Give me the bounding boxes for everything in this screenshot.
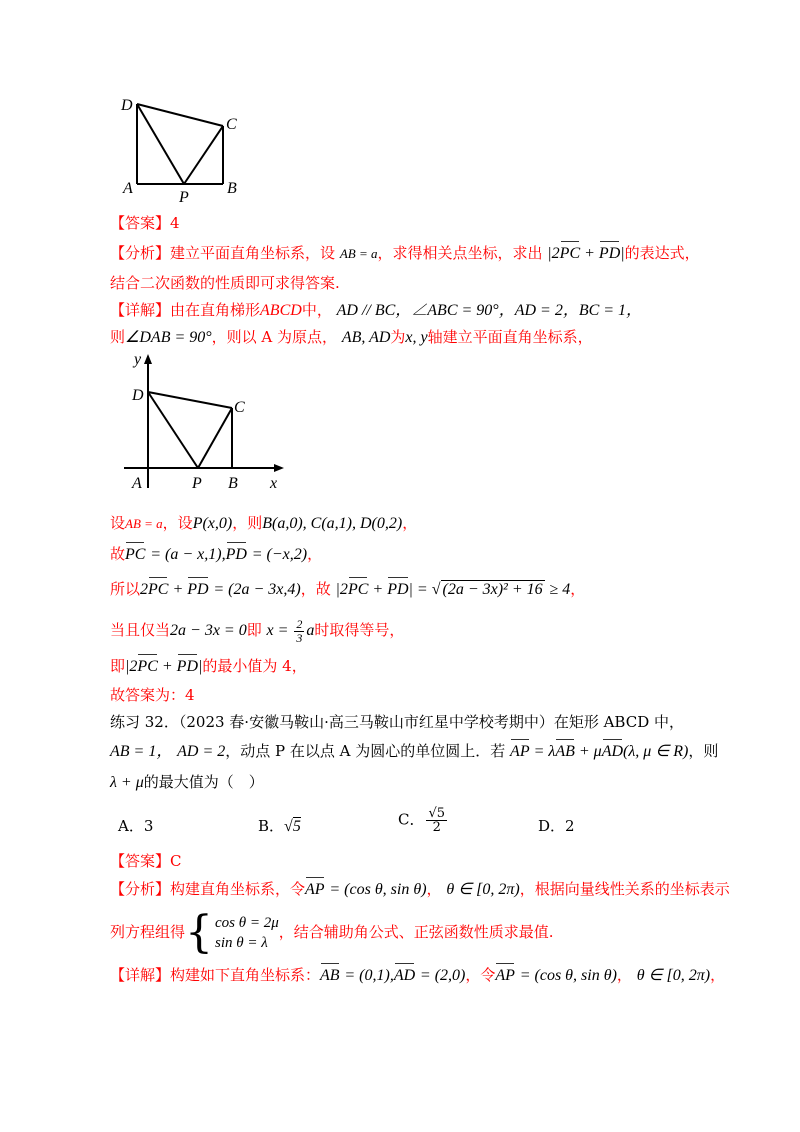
math: ≥ 4 xyxy=(549,581,571,598)
text: 时取得等号， xyxy=(314,621,405,640)
equation: sin θ = λ xyxy=(215,935,268,951)
text: 构建直角坐标系，令 xyxy=(170,880,306,898)
math: 2PC + PD xyxy=(140,581,209,598)
detail1-line4 xyxy=(110,543,322,566)
math: |2PC + PD| xyxy=(547,245,624,262)
text: ，结合辅助角公式、正弦函数性质求最值. xyxy=(278,923,554,941)
math: AP xyxy=(305,881,325,898)
equation-system: { cos θ = 2μ sin θ = λ xyxy=(185,907,279,958)
text: 为 xyxy=(390,328,406,346)
option-d: D．2 xyxy=(538,817,575,835)
fig2-label-a: A xyxy=(132,475,142,492)
text: 即 xyxy=(110,657,126,675)
math: AB xyxy=(320,967,340,984)
answer-value: C xyxy=(170,852,182,870)
analysis1-line1 xyxy=(110,242,700,265)
text: 所以 xyxy=(110,580,141,598)
answer-tag: 【答案】 xyxy=(110,852,171,870)
math: θ ∈ [0, 2π) xyxy=(636,967,711,984)
analysis2-line1 xyxy=(110,878,730,901)
option-label: B． xyxy=(258,817,285,835)
answer-value: 4 xyxy=(170,214,180,232)
text: 即 xyxy=(246,621,262,640)
text: ，设 xyxy=(162,514,193,532)
exercise-line1: 练习 32．（2023 春·安徽马鞍山·高三马鞍山市红星中学校考期中）在矩形 ABCD 中， xyxy=(110,713,685,731)
math: |2PC + PD| xyxy=(125,658,202,675)
text: 设 xyxy=(110,514,126,532)
math: = (2a − 3x,4) xyxy=(213,581,301,598)
fig1-label-b: B xyxy=(227,180,237,197)
text: 列方程组得 xyxy=(110,923,186,941)
detail2-line1 xyxy=(110,964,725,987)
answer-tag: 【答案】 xyxy=(110,214,171,232)
text: ， xyxy=(616,966,632,984)
text: 中， xyxy=(301,301,332,319)
text: ，求得相关点坐标，求出 xyxy=(377,244,543,262)
option-c xyxy=(398,807,449,834)
trapezoid-figure xyxy=(115,92,250,204)
fig1-label-c: C xyxy=(226,116,237,133)
text: ，则 xyxy=(232,514,263,532)
analysis-tag: 【分析】 xyxy=(110,244,171,262)
detail-tag: 【详解】 xyxy=(110,301,171,319)
x-axis-arrow xyxy=(274,464,284,472)
text: ， xyxy=(710,966,726,984)
analysis-tag: 【分析】 xyxy=(110,880,171,898)
detail1-line2 xyxy=(110,326,593,349)
text: ， xyxy=(570,580,586,598)
math: ∠DAB = 90° xyxy=(125,329,212,346)
equation: cos θ = 2μ xyxy=(215,915,279,931)
y-axis-arrow xyxy=(144,354,152,364)
math: = (2,0) xyxy=(419,967,466,984)
option-a: A．3 xyxy=(118,817,154,835)
detail1-line8: 故答案为：4 xyxy=(110,686,195,704)
math: θ ∈ [0, 2π) xyxy=(446,881,520,898)
math: $\frac{√5}{2}$ xyxy=(428,806,446,835)
math: = (a − x,1), xyxy=(150,546,226,563)
analysis1-line2: 结合二次函数的性质即可求得答案. xyxy=(110,274,340,292)
math: AD xyxy=(394,967,415,984)
exercise-line3 xyxy=(110,771,264,794)
math: AP = λAB + μAD(λ, μ ∈ R) xyxy=(510,743,688,760)
option-label: C． xyxy=(398,810,425,829)
text: 构建如下直角坐标系： xyxy=(170,966,321,984)
text: 故 xyxy=(110,545,126,563)
answer1 xyxy=(110,212,180,234)
fig1-label-p: P xyxy=(179,189,189,204)
fig2-label-y: y xyxy=(134,351,142,368)
text: ， xyxy=(307,545,323,563)
exercise-line2 xyxy=(110,740,718,763)
math: B(a,0), C(a,1), D(0,2) xyxy=(262,515,403,532)
text: ，根据向量线性关系的坐标表示 xyxy=(519,880,730,898)
detail-tag: 【详解】 xyxy=(110,966,171,984)
text: ，令 xyxy=(465,966,496,984)
math: AB = 1， xyxy=(110,743,173,760)
math: AP xyxy=(495,967,515,984)
coordinate-figure xyxy=(118,350,288,495)
math: |2PC + PD| = √ (2a − 3x)² + 16 xyxy=(336,581,545,598)
text: 的最大值为（ ） xyxy=(143,773,264,791)
math: PD xyxy=(226,546,247,563)
math: AB = a xyxy=(339,246,378,261)
option-b xyxy=(258,815,301,838)
text: 当且仅当 xyxy=(110,621,171,640)
math: x, y xyxy=(405,329,428,346)
fig1-label-a: A xyxy=(123,180,133,197)
text: 的表达式， xyxy=(624,244,700,262)
text: 由在直角梯形 xyxy=(170,301,261,319)
text: ， xyxy=(426,880,442,898)
answer2 xyxy=(110,850,182,872)
fig1-label-d: D xyxy=(121,97,133,114)
detail1-line1 xyxy=(110,299,642,322)
text: 轴建立平面直角坐标系， xyxy=(427,328,593,346)
text: 建立平面直角坐标系，设 xyxy=(170,244,336,262)
detail1-line7 xyxy=(110,655,307,678)
math: AD = 2 xyxy=(177,743,226,760)
math: √5 xyxy=(284,818,301,835)
text: ，故 xyxy=(300,580,331,598)
math: = (−x,2) xyxy=(251,546,308,563)
math: PC xyxy=(125,546,145,563)
text: 的最小值为 4， xyxy=(202,657,307,675)
math: 2a − 3x = 0 xyxy=(170,622,247,640)
fig2-label-d: D xyxy=(132,387,144,404)
math: AB = a xyxy=(125,516,163,531)
text: 则 xyxy=(110,328,126,346)
text: ， xyxy=(402,514,418,532)
fig2-label-x: x xyxy=(270,475,278,492)
detail1-line3 xyxy=(110,512,417,535)
math: AD // BC，∠ABC = 90°，AD = 2，BC = 1， xyxy=(336,302,643,319)
fig2-label-b: B xyxy=(228,475,238,492)
math: = (cos θ, sin θ) xyxy=(519,967,617,984)
math: AB, AD xyxy=(341,329,391,346)
text: ，则以 A 为原点， xyxy=(211,328,338,346)
math: = (0,1), xyxy=(344,967,394,984)
math: ABCD xyxy=(260,302,302,319)
math: λ + μ xyxy=(110,774,144,791)
math: P(x,0) xyxy=(192,515,233,532)
detail1-line6 xyxy=(110,618,404,645)
fig2-label-c: C xyxy=(234,399,245,416)
analysis2-line2 xyxy=(110,907,554,958)
fig2-label-p: P xyxy=(192,475,202,492)
math: x = $\frac{2}{3}$ a xyxy=(266,617,315,645)
detail1-line5 xyxy=(110,578,585,601)
text: ，则 xyxy=(688,742,719,760)
math: = (cos θ, sin θ) xyxy=(329,881,427,898)
text: ，动点 P 在以点 A 为圆心的单位圆上．若 xyxy=(225,742,506,760)
